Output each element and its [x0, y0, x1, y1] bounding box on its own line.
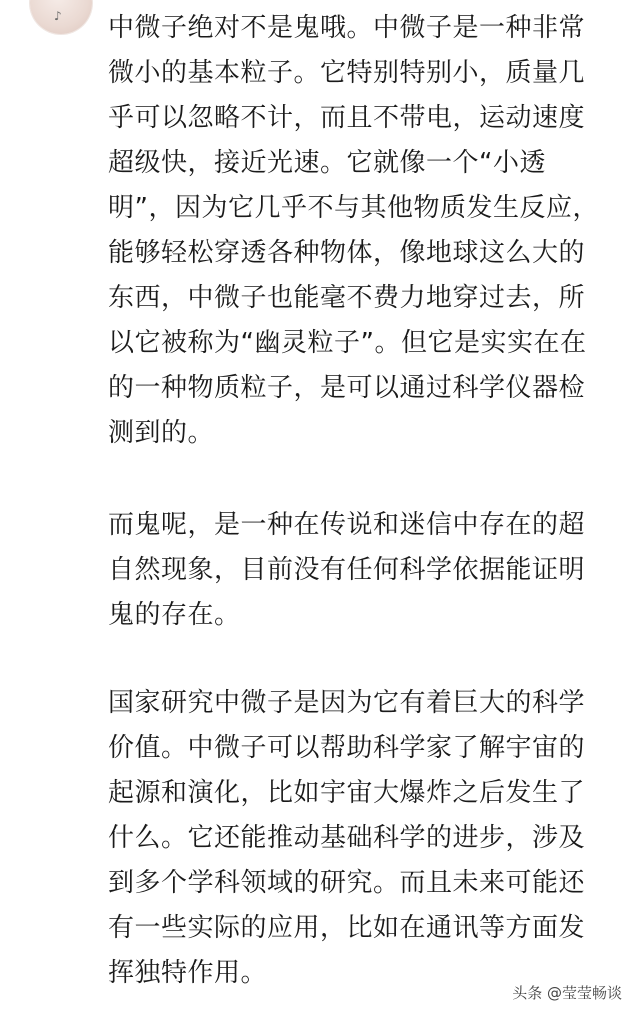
post-paragraph: 中微子绝对不是鬼哦。中微子是一种非常 微小的基本粒子。它特别特别小，质量几 乎可以忽略不计，而且不带电，运动速度 超级快，接近光速。它就像一个“小透 明”，因为它几乎不与其他物质发生反应， 能够轻松穿透各种物体，像地球这么大的 东西，中微子也能毫不费力地穿过去，所 以它被称为“幽灵粒子”。但它是实实在在 的一种物质粒子，是可以通过科学仪器检 测到的。: [108, 13, 599, 448]
watermark: 头条 @莹莹畅谈: [512, 984, 622, 1002]
post-paragraph: 国家研究中微子是因为它有着巨大的科学 价值。中微子可以帮助科学家了解宇宙的 起源和演化，比如宇宙大爆炸之后发生了 什么。它还能推动基础科学的进步，涉及 到多个学科领域的研究。而且未来可能还 有一些实际的应用，比如在通讯等方面发 挥独特作用。: [108, 688, 586, 988]
avatar[interactable]: [30, 0, 92, 34]
tiktok-icon: ♪: [54, 9, 62, 23]
post-paragraph: 而鬼呢，是一种在传说和迷信中存在的超 自然现象，目前没有任何科学依据能证明 鬼的存在。: [108, 510, 586, 630]
